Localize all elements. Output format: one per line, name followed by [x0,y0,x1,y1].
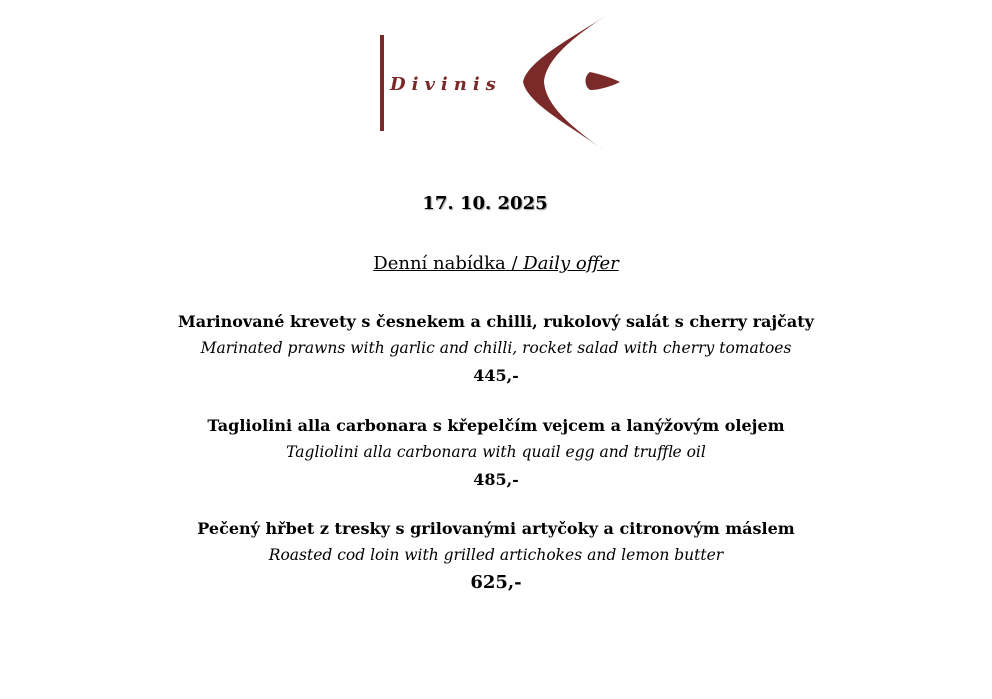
offer-date: 17. 10. 2025 [422,193,548,214]
dish-name-en: Tagliolini alla carbonara with quail egg and truffle oil [286,443,706,461]
dish-price: 625,- [470,572,522,593]
dish-name-cz: Marinované krevety s česnekem a chilli, rukolový salát s cherry rajčaty [178,312,814,331]
heading-en: Daily offer [523,253,619,274]
daily-offer-heading [0,253,992,274]
divinis-logo [376,10,626,160]
dish-name-cz: Tagliolini alla carbonara s křepelčím vejcem a lanýžovým olejem [207,416,785,435]
dish-name-en: Roasted cod loin with grilled artichokes and lemon butter [268,546,724,564]
menu-item [0,413,992,495]
dish-price: 485,- [473,470,519,489]
heading-cz: Denní nabídka [373,253,506,274]
logo-mark [376,10,626,160]
logo-vertical-bar [380,35,384,131]
dish-name-en: Marinated prawns with garlic and chilli, rocket salad with cherry tomatoes [200,339,792,357]
menu-item [0,309,992,391]
dish-price: 445,- [473,366,519,385]
logo-text: Divinis [390,74,502,95]
dish-name-cz: Pečený hřbet z tresky s grilovanými artyčoky a citronovým máslem [197,519,795,538]
menu-item [0,516,992,598]
heading-separator: / [505,253,524,274]
logo-drop-shape [586,72,621,90]
